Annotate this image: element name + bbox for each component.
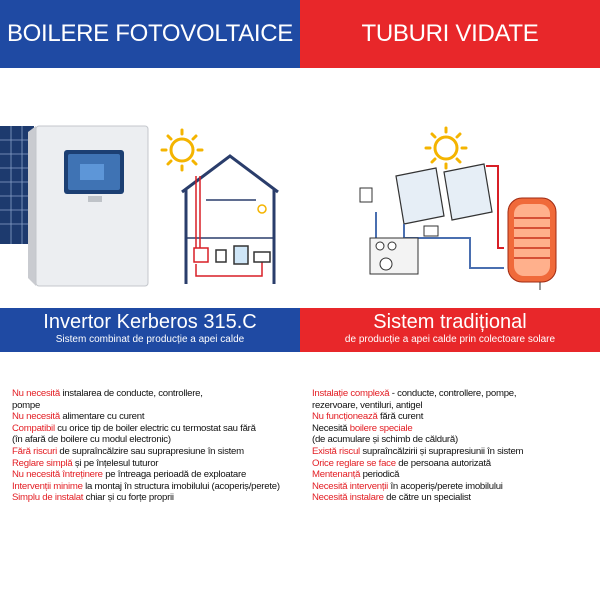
list-item: (în afară de boilere cu modul electronic) (12, 434, 171, 446)
sun-icon (162, 130, 202, 170)
list-item: Nu necesită alimentare cu curent (12, 411, 145, 423)
list-item: (de acumulare și schimb de căldură) (312, 434, 458, 446)
list-item: Există riscul supraîncălzirii și suprapresiunii în sistem (312, 445, 524, 457)
right-column (300, 0, 600, 600)
right-feature-list (312, 388, 597, 504)
list-item: Compatibil cu orice tip de boiler electric cu termostat sau fără (12, 422, 256, 434)
list-item: Nu necesită întreținere pe întreaga perioadă de exploatare (12, 469, 247, 481)
left-band-title: Invertor Kerberos 315.C (43, 311, 257, 333)
list-item: Necesită intervenții în acoperiș/perete imobilului (312, 480, 503, 492)
list-item: Nu necesită instalarea de conducte, controllere, (12, 388, 203, 399)
vacuum-tube-illustration (300, 68, 600, 308)
inverter-device-icon (28, 126, 148, 286)
list-item: Reglare simplă și pe înțelesul tuturor (12, 457, 159, 469)
list-item: Necesită boilere speciale (312, 422, 413, 434)
list-item: Fără riscuri de supraîncălzire sau suprapresiune în sistem (12, 445, 244, 457)
left-info-band (0, 308, 300, 352)
list-item: Intervenții minime la montaj în structura imobilului (acoperiș/perete) (12, 480, 280, 492)
list-item: Orice reglare se face de persoana autorizată (312, 457, 491, 469)
list-item: Nu funcționează fără curent (312, 411, 424, 423)
list-item: Necesită instalare de către un specialist (312, 492, 471, 504)
storage-tank-icon (508, 198, 556, 290)
list-item: Simplu de instalat chiar și cu forțe proprii (12, 492, 174, 504)
list-item: Mentenanță periodică (312, 469, 400, 481)
right-band-title: Sistem tradițional (373, 311, 527, 333)
list-item: Instalație complexă - conducte, controllere, pompe, (312, 388, 517, 399)
expansion-vessel-icon (360, 188, 372, 202)
right-band-subtitle: de producție a apei calde prin colectoare solare (344, 334, 556, 345)
sun-icon (426, 128, 466, 168)
list-item: pompe (12, 399, 41, 411)
left-header: BOILERE FOTOVOLTAICE (0, 0, 300, 68)
list-item: rezervoare, ventiluri, antigel (312, 399, 423, 411)
right-info-band (300, 308, 600, 352)
wiring-icon (194, 176, 270, 276)
left-feature-list (12, 388, 297, 504)
inverter-illustration (0, 68, 300, 308)
solar-collector-icon (396, 164, 492, 224)
right-header: TUBURI VIDATE (300, 0, 600, 68)
left-band-subtitle: Sistem combinat de producție a apei calde (55, 334, 245, 345)
